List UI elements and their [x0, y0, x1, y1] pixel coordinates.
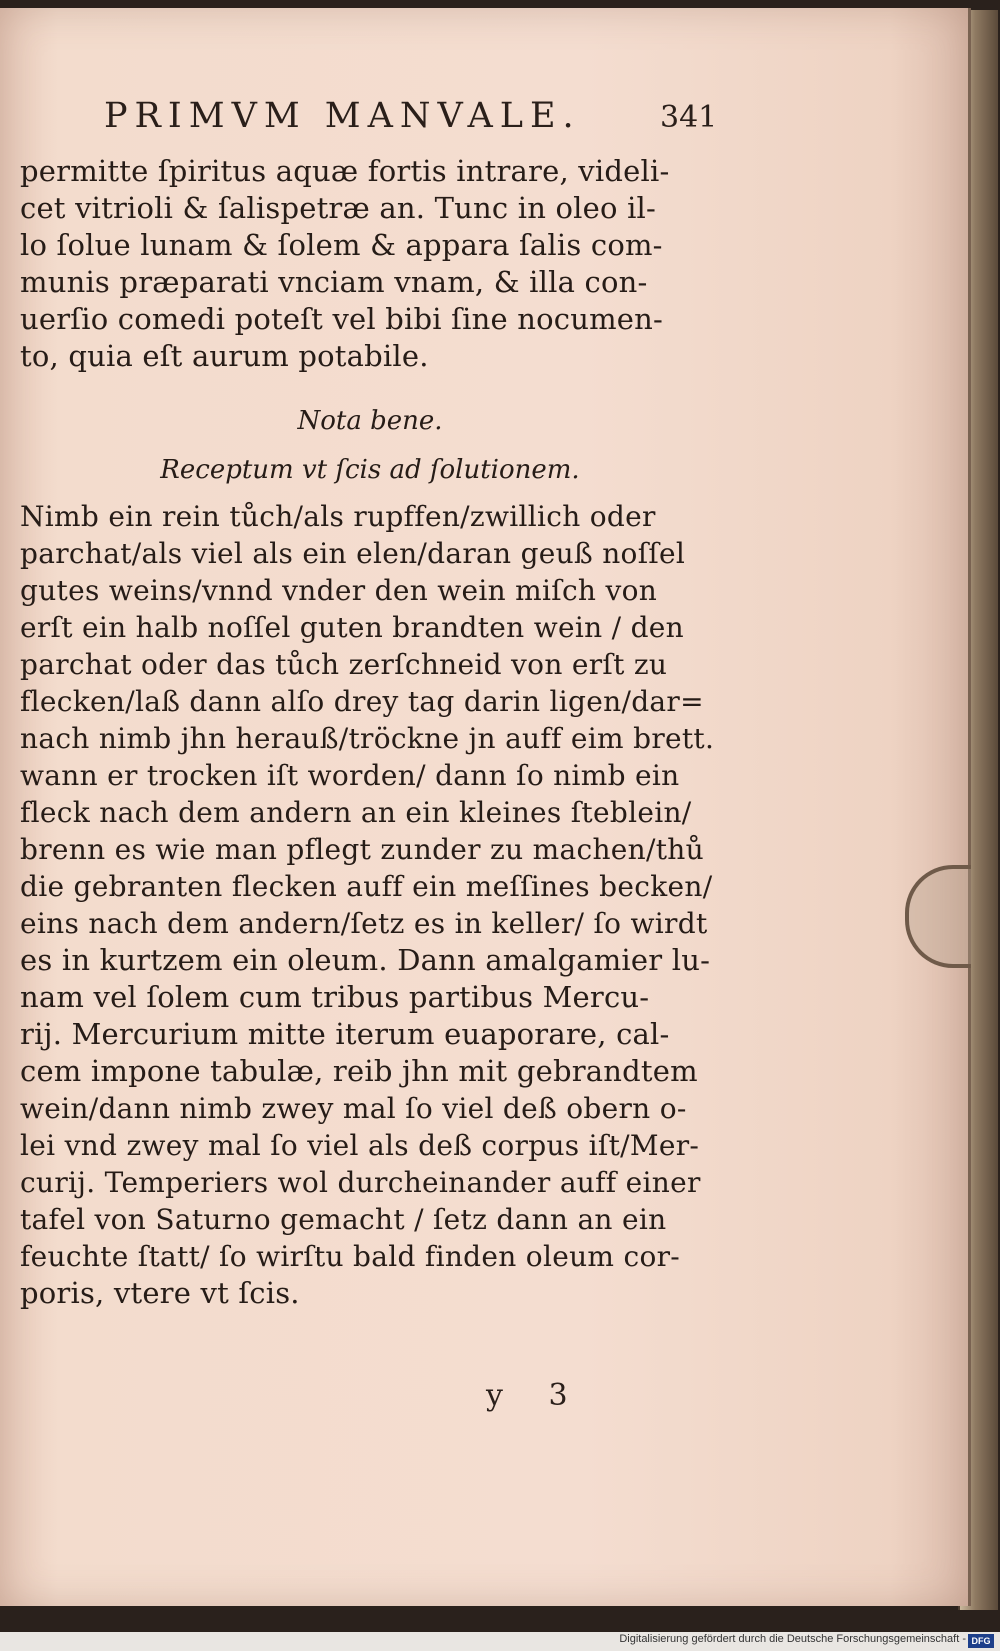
page-number: 341 [660, 100, 718, 135]
text-line: lo ſolue lunam & ſolem & appara ſalis com- [20, 228, 663, 262]
text-line: gutes weins/vnnd vnder den wein miſch von [20, 574, 658, 607]
text-line: wein/dann nimb zwey mal ſo viel deß obern o- [20, 1092, 687, 1125]
text-line: fleck nach dem andern an ein kleines ſteblein/ [20, 796, 692, 829]
signature-mark: y 3 [486, 1378, 586, 1413]
dfg-logo: DFG [968, 1634, 994, 1648]
text-line: erſt ein halb noſſel guten brandten wein / den [20, 611, 684, 644]
text-line: lei vnd zwey mal ſo viel als deß corpus iſt/Mer- [20, 1129, 700, 1162]
text-line: feuchte ſtatt/ ſo wirſtu bald finden oleum cor- [20, 1240, 681, 1273]
text-line: es in kurtzem ein oleum. Dann amalgamier lu- [20, 943, 711, 977]
text-line: cem impone tabulæ, reib jhn mit gebrandtem [20, 1054, 698, 1088]
funding-credit: Digitalisierung gefördert durch die Deutsche Forschungsgemeinschaft - [619, 1633, 966, 1645]
text-line: wann er trocken iſt worden/ dann ſo nimb ein [20, 759, 680, 792]
text-line: tafel von Saturno gemacht / ſetz dann an ein [20, 1203, 667, 1236]
text-line: Nimb ein rein tůch/als rupffen/zwillich oder [20, 500, 656, 533]
text-line: uerſio comedi poteſt vel bibi ſine nocumen- [20, 302, 664, 336]
text-line: nach nimb jhn herauß/tröckne jn auff eim brett. [20, 722, 715, 755]
running-head-title: PRIMVM MANVALE. [104, 96, 581, 136]
text-line: rij. Mercurium mitte iterum euaporare, cal- [20, 1017, 670, 1051]
text-line: permitte ſpiritus aquæ fortis intrare, videli- [20, 154, 670, 188]
text-line: poris, vtere vt ſcis. [20, 1276, 300, 1310]
text-line: cet vitrioli & ſalispetræ an. Tunc in oleo il- [20, 191, 657, 225]
text-line: brenn es wie man pflegt zunder zu machen/thů [20, 833, 704, 866]
heading-nota-bene: Nota bene. [297, 406, 443, 436]
text-block-fraktur [20, 498, 740, 1312]
text-line: curij. Temperiers wol durcheinander auff einer [20, 1166, 701, 1199]
running-head [0, 96, 968, 146]
text-line: nam vel ſolem cum tribus partibus Mercu- [20, 980, 650, 1014]
text-line: parchat oder das tůch zerſchneid von erſt zu [20, 648, 668, 681]
text-block-latin [20, 153, 740, 375]
text-line: to, quia eſt aurum potabile. [20, 339, 429, 373]
text-line: flecken/laß dann alſo drey tag darin ligen/dar= [20, 685, 704, 718]
text-line: eins nach dem andern/ſetz es in keller/ ſo wirdt [20, 907, 708, 940]
text-line: die gebranten flecken auff ein meſſines becken/ [20, 870, 713, 903]
text-line: munis præparati vnciam vnam, & illa con- [20, 265, 648, 299]
book-page [0, 8, 971, 1606]
text-line: parchat/als viel als ein elen/daran geuß noſſel [20, 537, 686, 570]
heading-receptum: Receptum vt ſcis ad ſolutionem. [160, 455, 580, 485]
